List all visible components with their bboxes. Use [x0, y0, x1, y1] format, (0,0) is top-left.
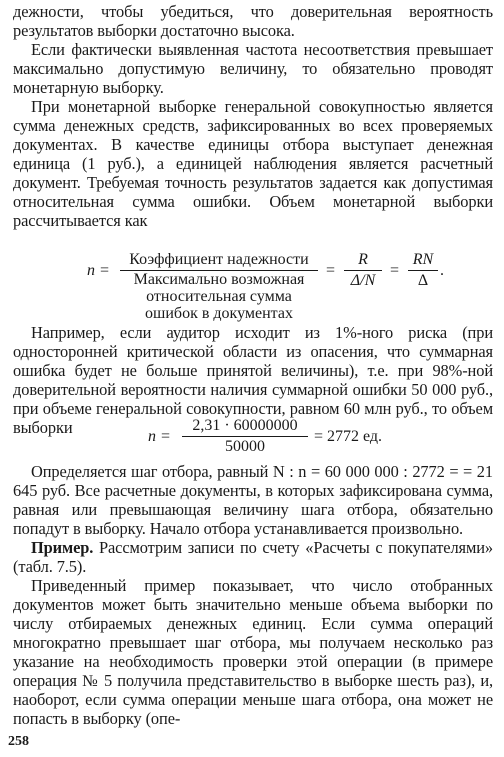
formula2-lhs: n = — [148, 428, 171, 445]
formula1-denominator-line3: ошибок в документах — [145, 305, 293, 322]
paragraph-example-heading — [13, 538, 493, 576]
paragraph-risk-example: Например, если аудитор исходит из 1%-ного риска (при односторонней критической области из опасения, что суммарная ошибка будет не больше принятой величины), т.е. при 98%-ной доверительной вероятности наличия суммарной ошибки 50 000 руб., при объеме генеральной совокупности, равном 60 млн руб., то объем выборки — [13, 323, 493, 437]
formula1-numerator-3: RN — [412, 251, 434, 268]
paragraph-top-block — [13, 2, 493, 230]
paragraph-frequency: Если фактически выявленная частота несоответствия превышает максимально допустимую величину, то обязательно проводят монетарную выборку. — [13, 40, 493, 97]
formula1-period: . — [440, 262, 444, 279]
formula1-equals-2: = — [326, 262, 336, 279]
paragraph-selection-step: Определяется шаг отбора, равный N : n = 60 000 000 : 2772 = = 21 645 руб. Все расчетные документы, в которых зафиксирована сумма, равная или превышающая величину шага отбора, обязательно попадут в выборку. Начало отбора устанавливается произвольно. — [13, 462, 493, 538]
formula1-denominator-2: Δ/N — [350, 272, 376, 289]
paragraph-continuation: дежности, чтобы убедиться, что доверительная вероятность результатов выборки достаточно высока. — [13, 2, 493, 40]
formula1-numerator: Коэффициент надежности — [129, 251, 309, 268]
page-number: 258 — [8, 734, 29, 749]
formula1-lhs: n = — [87, 262, 110, 279]
formula1-numerator-2: R — [358, 251, 368, 268]
example-text: Рассмотрим записи по счету «Расчеты с покупателями» (табл. 7.5). — [13, 538, 493, 576]
example-label: Пример. — [31, 538, 94, 557]
paragraph-conclusion: Приведенный пример показывает, что число отобранных документов может быть значительно меньше объема выборки по числу отбираемых денежных единиц. Если сумма операций многократно превышает шаг отбора, мы получаем несколько раз указание на необходимость проверки этой операции (в примере операция № 5 получила представительство в выборке шесть раз), и, наоборот, если сумма операции меньше шага отбора, она может не попасть в выборку (опе- — [13, 576, 493, 728]
formula1-denominator-line2: относительная сумма — [146, 288, 292, 305]
formula1-equals-3: = — [390, 262, 400, 279]
formula1-denominator-line1: Максимально возможная — [133, 271, 305, 288]
formula2-denominator: 50000 — [225, 438, 265, 455]
formula2-numerator: 2,31 · 60000000 — [192, 417, 298, 434]
formula1-denominator-3: Δ — [417, 272, 429, 289]
paragraph-bottom-block — [13, 462, 493, 728]
paragraph-monetary-sampling: При монетарной выборке генеральной совокупностью является сумма денежных средств, зафиксированных во всех проверяемых документах. В качестве единицы отбора выступает денежная единица (1 руб.), а единицей наблюдения является расчетный документ. Требуемая точность результатов задается как допустимая относительная сумма ошибки. Объем монетарной выборки рассчитывается как — [13, 97, 493, 230]
formula2-result: = 2772 ед. — [314, 428, 383, 445]
